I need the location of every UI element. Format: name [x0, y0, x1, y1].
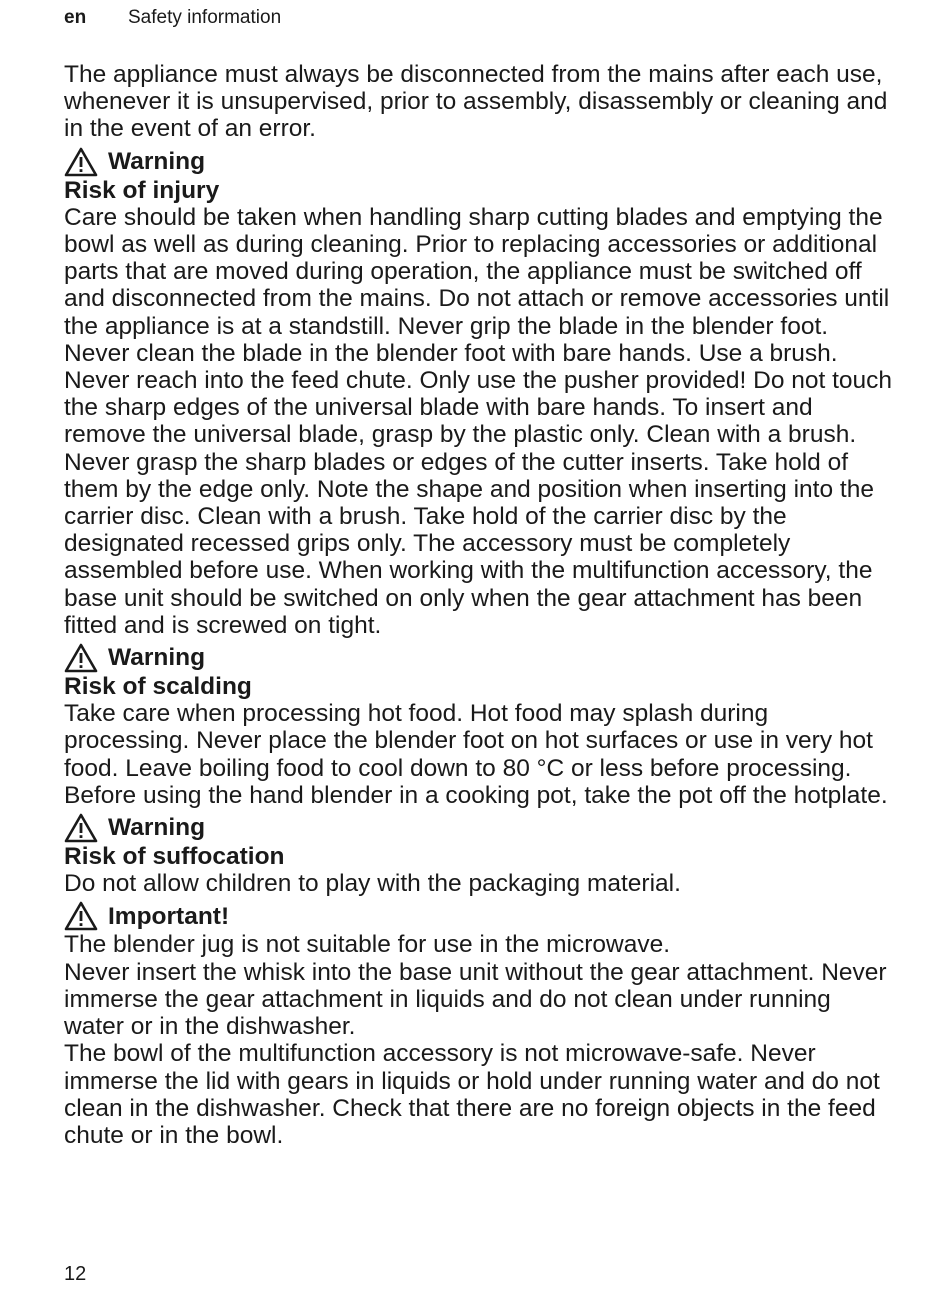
- warning-label: Warning: [108, 148, 206, 175]
- warning-label: Warning: [108, 814, 206, 842]
- warning-label: Warning: [108, 644, 206, 672]
- injury-paragraph: Care should be taken when handling sharp cutting blades and emptying the bowl as well as during cleaning. Prior to replacing accessories or additional parts that are moved during operation, the appliance must be switched off and disconnected from the mains. Do not attach or remove accessories until the appliance is at a standstill. Never grip the blade in the blender foot. Never clean the blade in the blender foot with bare hands. Use a brush.: [64, 203, 890, 367]
- risk-title-suffocation: Risk of suffocation: [64, 843, 285, 871]
- warning-heading-injury: [64, 147, 894, 177]
- language-code: en: [64, 7, 87, 28]
- section-title: Safety information: [128, 7, 282, 28]
- important-heading: [64, 901, 894, 931]
- important-paragraph: The bowl of the multifunction accessory is not microwave-safe. Never immerse the lid with gears in liquids or hold under running water and do not clean in the dishwasher. Check that there are no foreign objects in the feed chute or in the bowl.: [64, 1040, 880, 1149]
- important-paragraph: Never insert the whisk into the base unit without the gear attachment. Never immerse the gear attachment in liquids and do not clean under running water or in the dishwasher.: [64, 958, 887, 1041]
- warning-heading-scalding: [64, 643, 894, 673]
- page-number: 12: [64, 1263, 87, 1285]
- risk-title-scalding: Risk of scalding: [64, 673, 252, 701]
- page-header: [64, 6, 281, 30]
- warning-triangle-icon: [64, 147, 98, 177]
- important-label: Important!: [108, 902, 230, 930]
- injury-paragraph: Never grasp the sharp blades or edges of the cutter inserts. Take hold of them by the edge only. Note the shape and position when inserting into the carrier disc. Clean with a brush. Take hold of the carrier disc by the designated recessed grips only. The accessory must be completely assembled before use. When working with the multifunction accessory, the base unit should be switched on only when the gear attachment has been fitted and is screwed on tight.: [64, 448, 874, 639]
- warning-triangle-icon: [64, 901, 98, 931]
- warning-heading-suffocation: [64, 813, 894, 843]
- risk-title-injury: Risk of injury: [64, 176, 220, 204]
- intro-paragraph: The appliance must always be disconnected from the mains after each use, whenever it is unsupervised, prior to assembly, disassembly or cleaning and in the event of an error.: [64, 61, 888, 143]
- warning-triangle-icon: [64, 813, 98, 843]
- injury-paragraph: Never reach into the feed chute. Only use the pusher provided! Do not touch the sharp edges of the universal blade with bare hands. To insert and remove the universal blade, grasp by the plastic only. Clean with a brush.: [64, 367, 893, 449]
- suffocation-paragraph: Do not allow children to play with the packaging material.: [64, 870, 681, 898]
- warning-triangle-icon: [64, 643, 98, 673]
- page-content: [64, 61, 894, 1149]
- important-paragraph: The blender jug is not suitable for use in the microwave.: [64, 931, 671, 959]
- scalding-paragraph: Take care when processing hot food. Hot food may splash during processing. Never place the blender foot on hot surfaces or use in very hot food. Leave boiling food to cool down to 80 °C or less before processing. Before using the hand blender in a cooking pot, take the pot off the hotplate.: [64, 700, 888, 809]
